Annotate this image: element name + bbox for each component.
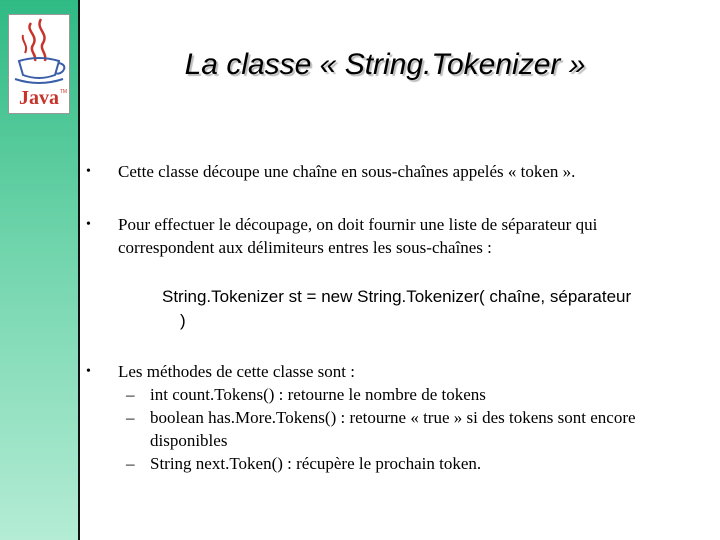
method-item [118, 452, 678, 475]
method-item [118, 406, 678, 452]
bullet-marker: • [86, 164, 91, 179]
bullet-text [118, 213, 678, 259]
dash-marker: – [126, 385, 135, 404]
bullet-text-line: Pour effectuer le découpage, on doit fournir une liste de séparateur qui [118, 215, 598, 234]
method-text-line: boolean has.More.Tokens() : retourne « true » si des tokens sont encore [150, 408, 636, 427]
method-text-line: disponibles [150, 431, 228, 450]
code-line: String.Tokenizer st = new String.Tokenizer( chaîne, séparateur [162, 287, 632, 306]
methods-section [118, 360, 678, 475]
java-coffee-cup-icon [9, 15, 69, 87]
method-text: int count.Tokens() : retourne le nombre de tokens [150, 385, 486, 404]
sidebar-divider [78, 0, 80, 540]
method-text: String next.Token() : récupère le prochain token. [150, 454, 482, 473]
slide-title: La classe « String.Tokenizer » [184, 48, 586, 81]
bullet-text-line: correspondent aux délimiteurs entres les sous-chaînes : [118, 238, 492, 257]
dash-marker: – [126, 408, 135, 427]
logo-text: Java [19, 87, 59, 109]
trademark-mark: TM [59, 89, 67, 95]
code-line: ) [180, 311, 186, 330]
method-item [118, 383, 678, 406]
java-logo [8, 14, 70, 114]
bullet-marker: • [86, 217, 91, 232]
dash-marker: – [126, 454, 135, 473]
bullet-marker: • [86, 364, 91, 379]
bullet-text: Cette classe découpe une chaîne en sous-chaînes appelés « token ». [118, 162, 576, 181]
bullet-text: Les méthodes de cette classe sont : [118, 362, 355, 381]
code-example [162, 285, 682, 333]
